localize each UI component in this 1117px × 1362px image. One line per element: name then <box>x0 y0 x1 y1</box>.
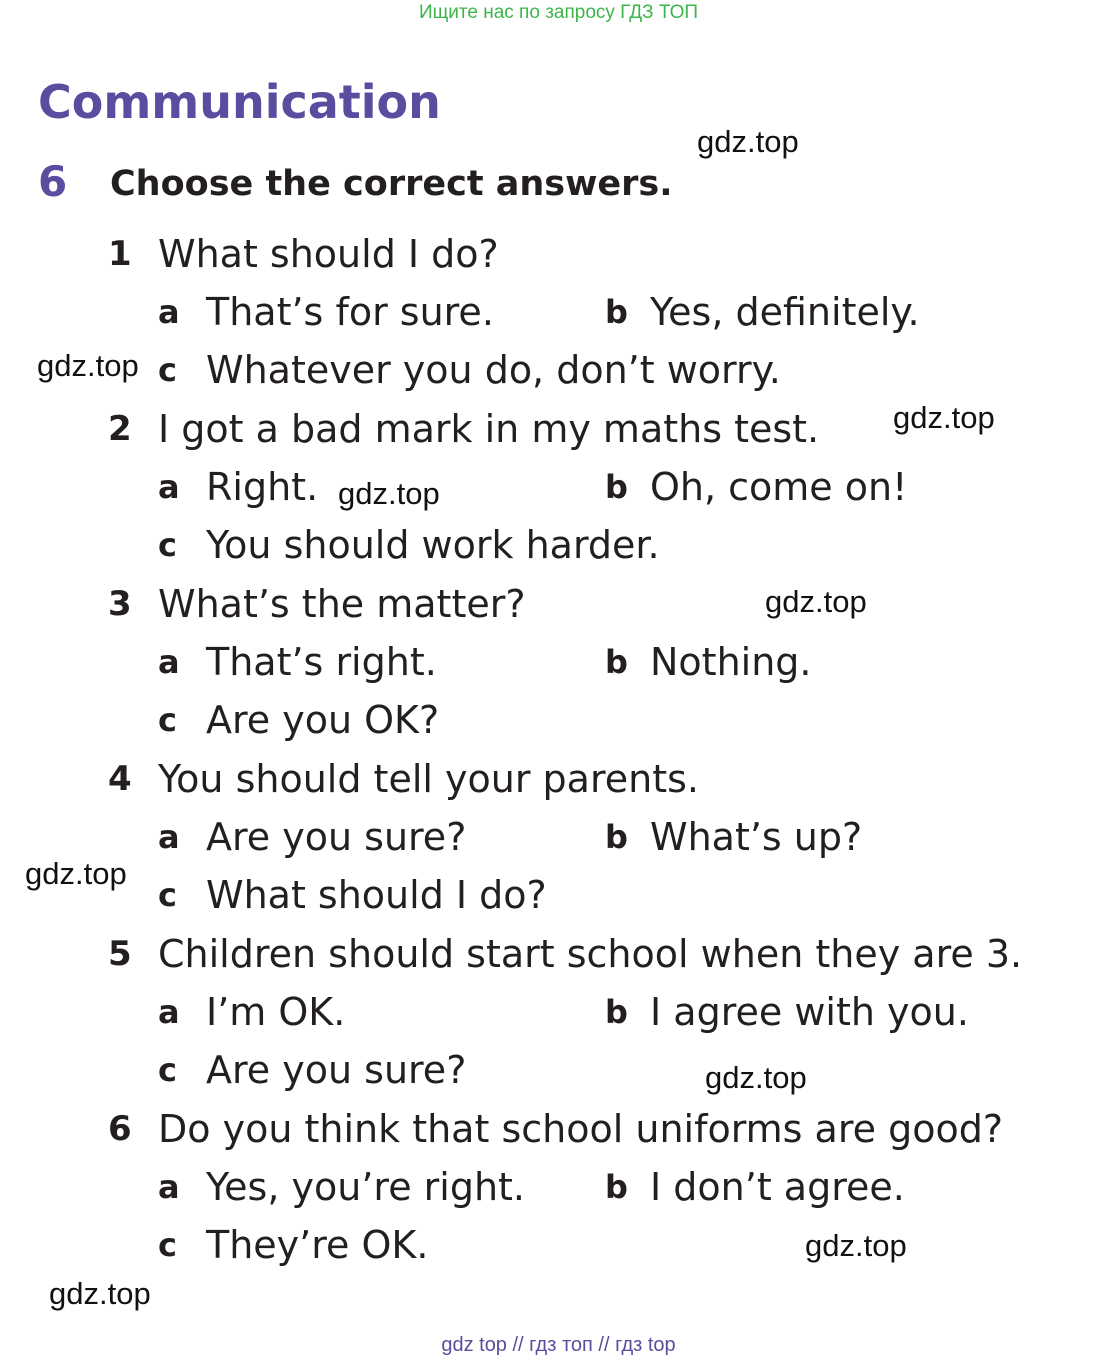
question-number: 3 <box>108 584 132 624</box>
question-line <box>0 1100 1117 1158</box>
watermark: gdz.top <box>37 348 139 383</box>
option-b-text: I agree with you. <box>650 990 969 1034</box>
option-c-text: You should work harder. <box>206 523 660 567</box>
option-c-letter: c <box>158 351 177 389</box>
option-row <box>0 983 1117 1041</box>
option-a-text: That’s for sure. <box>206 290 494 334</box>
watermark: gdz.top <box>25 856 127 891</box>
question-line <box>0 925 1117 983</box>
option-c-text: Are you OK? <box>206 698 440 742</box>
option-row <box>0 458 1117 516</box>
question-line <box>0 575 1117 633</box>
option-c-letter: c <box>158 701 177 739</box>
bottom-banner: gdz top // гдз топ // гдз top <box>441 1334 676 1356</box>
watermark: gdz.top <box>765 584 867 619</box>
option-c-letter: c <box>158 526 177 564</box>
watermark: gdz.top <box>805 1228 907 1263</box>
option-row <box>0 283 1117 341</box>
option-a-letter: a <box>158 468 180 506</box>
option-a-letter: a <box>158 643 180 681</box>
option-a-letter: a <box>158 993 180 1031</box>
question-line <box>0 750 1117 808</box>
option-b-text: Oh, come on! <box>650 465 908 509</box>
option-row <box>0 516 1117 574</box>
option-row <box>0 341 1117 399</box>
option-a-text: Are you sure? <box>206 815 467 859</box>
option-b-letter: b <box>605 468 628 506</box>
option-b-text: Yes, definitely. <box>650 290 920 334</box>
watermark: gdz.top <box>49 1276 151 1311</box>
option-b-text: What’s up? <box>650 815 863 859</box>
question-text: What’s the matter? <box>158 582 526 626</box>
question-number: 2 <box>108 409 132 449</box>
watermark: gdz.top <box>697 124 799 159</box>
option-a-text: Right. <box>206 465 319 509</box>
question-number: 4 <box>108 759 132 799</box>
option-a-text: Yes, you’re right. <box>206 1165 526 1209</box>
section-title: Communication <box>38 75 441 129</box>
question-line <box>0 225 1117 283</box>
option-b-letter: b <box>605 293 628 331</box>
option-c-text: Are you sure? <box>206 1048 467 1092</box>
option-row <box>0 866 1117 924</box>
option-b-letter: b <box>605 818 628 856</box>
question-text: What should I do? <box>158 232 499 276</box>
option-row <box>0 691 1117 749</box>
option-b-text: I don’t agree. <box>650 1165 905 1209</box>
option-a-text: That’s right. <box>206 640 437 684</box>
question-number: 6 <box>108 1109 132 1149</box>
exercise-instruction: Choose the correct answers. <box>110 164 673 204</box>
watermark: gdz.top <box>705 1060 807 1095</box>
watermark: gdz.top <box>893 400 995 435</box>
option-row <box>0 1216 1117 1274</box>
question-text: Do you think that school uniforms are good? <box>158 1107 1003 1151</box>
option-b-letter: b <box>605 643 628 681</box>
option-row <box>0 1158 1117 1216</box>
option-a-letter: a <box>158 1168 180 1206</box>
option-c-letter: c <box>158 1051 177 1089</box>
option-row <box>0 808 1117 866</box>
option-a-letter: a <box>158 293 180 331</box>
option-b-letter: b <box>605 1168 628 1206</box>
watermark: gdz.top <box>338 476 440 511</box>
question-number: 1 <box>108 234 132 274</box>
option-c-text: Whatever you do, don’t worry. <box>206 348 781 392</box>
exercise-number: 6 <box>38 157 68 206</box>
question-text: You should tell your parents. <box>158 757 699 801</box>
option-c-letter: c <box>158 876 177 914</box>
option-c-text: What should I do? <box>206 873 547 917</box>
question-text: I got a bad mark in my maths test. <box>158 407 820 451</box>
option-b-letter: b <box>605 993 628 1031</box>
option-b-text: Nothing. <box>650 640 812 684</box>
option-row <box>0 1041 1117 1099</box>
option-c-text: They’re OK. <box>206 1223 429 1267</box>
option-c-letter: c <box>158 1226 177 1264</box>
top-banner: Ищите нас по запросу ГДЗ ТОП <box>418 2 699 23</box>
question-number: 5 <box>108 934 132 974</box>
option-a-text: I’m OK. <box>206 990 346 1034</box>
option-a-letter: a <box>158 818 180 856</box>
question-text: Children should start school when they are 3. <box>158 932 1023 976</box>
option-row <box>0 633 1117 691</box>
